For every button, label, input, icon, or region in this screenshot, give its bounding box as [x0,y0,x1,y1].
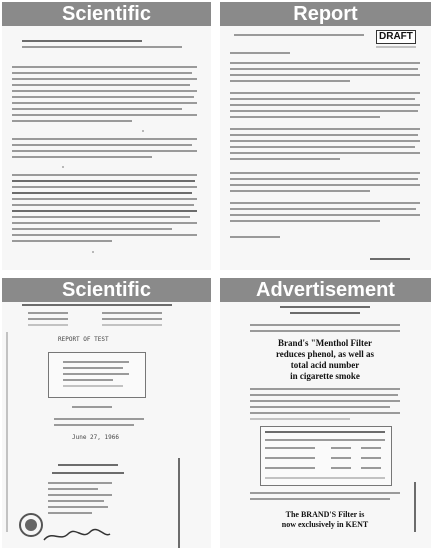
ad-title [250,338,400,382]
panel-report [220,2,431,270]
document-page [2,302,211,548]
ad-footer [250,510,400,530]
document-page [220,302,431,548]
seal-icon [18,512,44,538]
panel-label: Advertisement [220,278,431,302]
panel-scientific-2 [2,278,211,548]
ad-title-line: in cigarette smoke [290,371,360,381]
ad-title-line: reduces phenol, as well as [275,349,375,359]
signature-icon [42,528,112,544]
ad-title-line: total acid number [290,360,360,370]
panel-label: Report [220,2,431,26]
report-header: REPORT OF TEST [58,336,109,343]
draft-stamp: DRAFT [376,30,416,44]
ad-footer-line: The BRAND'S Filter is [285,510,365,519]
document-page [2,26,211,270]
report-date: June 27, 1966 [72,434,119,441]
data-table [260,426,392,486]
ad-title-line: Brand's "Menthol Filter [278,338,372,348]
panel-label: Scientific [2,2,211,26]
panel-label: Scientific [2,278,211,302]
ad-footer-line: now exclusively in KENT [281,520,369,529]
document-page [220,26,431,270]
panel-scientific-1 [2,2,211,270]
title-box [48,352,146,398]
panel-advertisement [220,278,431,548]
